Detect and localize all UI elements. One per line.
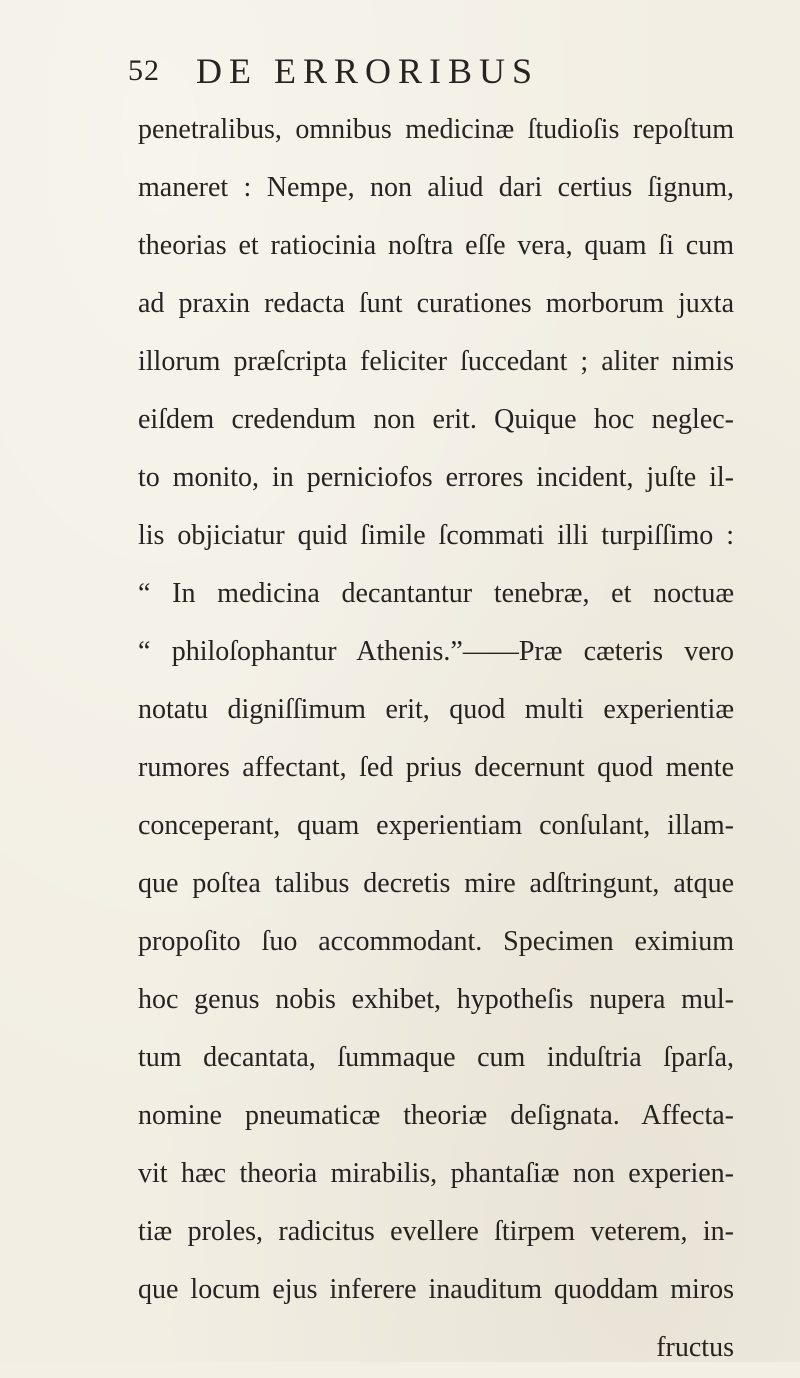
text-line: theorias et ratiocinia noſtra eſſe vera, quam ſi cum	[138, 230, 734, 261]
page-number: 52	[128, 54, 160, 87]
text-line: vit hæc theoria mirabilis, phantaſiæ non experien-	[138, 1158, 734, 1189]
text-line: rumores affectant, ſed prius decernunt quod mente	[138, 752, 734, 783]
text-line: conceperant, quam experientiam conſulant, illam-	[138, 810, 734, 841]
text-line: notatu digniſſimum erit, quod multi experientiæ	[138, 694, 734, 725]
catchword: fructus	[656, 1332, 734, 1363]
text-line: tiæ proles, radicitus evellere ſtirpem veterem, in-	[138, 1216, 734, 1247]
text-line: “ In medicina decantantur tenebræ, et noctuæ	[138, 578, 734, 609]
text-line: maneret : Nempe, non aliud dari certius ſignum,	[138, 172, 734, 203]
body-text	[138, 100, 734, 1363]
text-line: penetralibus, omnibus medicinæ ſtudioſis repoſtum	[138, 114, 734, 145]
text-line: que poſtea talibus decretis mire adſtringunt, atque	[138, 868, 734, 899]
text-line: “ philoſophantur Athenis.”——Præ cæteris vero	[138, 636, 734, 667]
text-line: hoc genus nobis exhibet, hypotheſis nupera mul-	[138, 984, 734, 1015]
text-line: nomine pneumaticæ theoriæ deſignata. Affecta-	[138, 1100, 734, 1131]
text-line: eiſdem credendum non erit. Quique hoc neglec-	[138, 404, 734, 435]
page-header	[128, 50, 648, 100]
text-line: propoſito ſuo accommodant. Specimen eximium	[138, 926, 734, 957]
text-line: tum decantata, ſummaque cum induſtria ſparſa,	[138, 1042, 734, 1073]
text-line: lis objiciatur quid ſimile ſcommati illi turpiſſimo :	[138, 520, 734, 551]
running-head: DE ERRORIBUS	[196, 51, 540, 91]
text-line: to monito, in perniciofos errores incident, juſte il-	[138, 462, 734, 493]
text-line: que locum ejus inferere inauditum quoddam miros	[138, 1274, 734, 1305]
text-line: illorum præſcripta feliciter ſuccedant ; aliter nimis	[138, 346, 734, 377]
text-line: ad praxin redacta ſunt curationes morborum juxta	[138, 288, 734, 319]
